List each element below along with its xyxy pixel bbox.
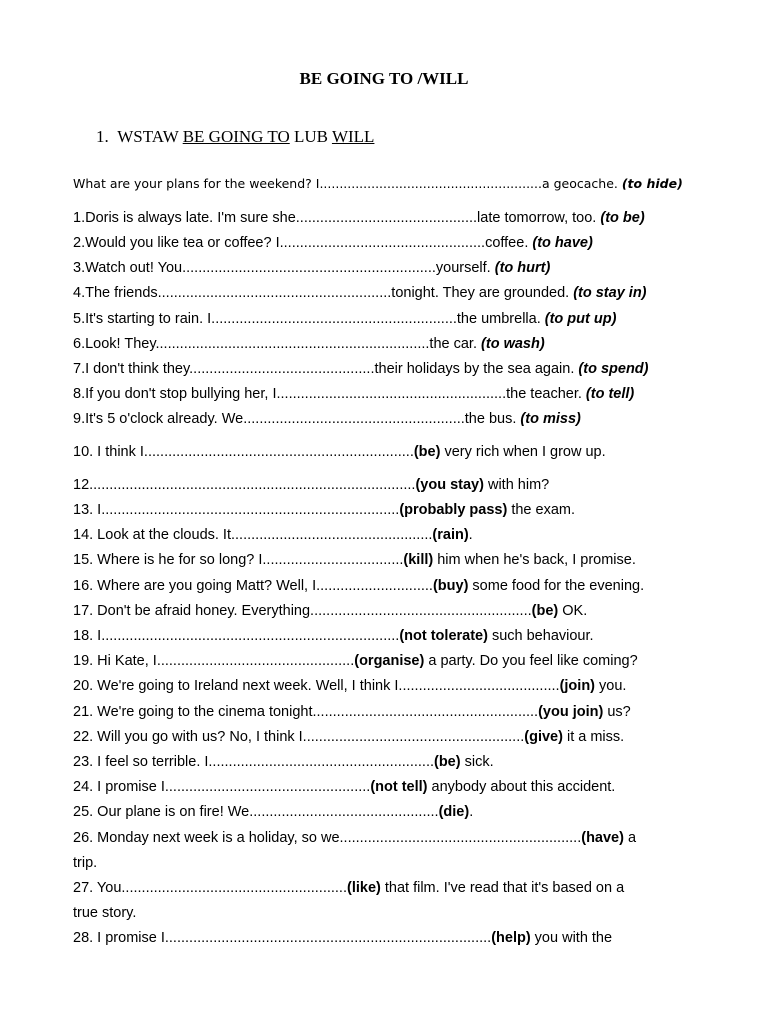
exercise-text: 21. We're going to the cinema tonight........................................................ xyxy=(73,704,539,720)
exercise-text-end: with him? xyxy=(483,477,550,493)
exercise-text-end: very rich when I grow up. xyxy=(440,444,606,460)
exercise-24 xyxy=(73,779,615,795)
verb-hint: (to wash) xyxy=(481,336,545,352)
exercise-4 xyxy=(73,285,647,301)
exercise-text: 16. Where are you going Matt? Well, I............................. xyxy=(73,578,433,594)
exercise-21 xyxy=(73,704,631,720)
exercise-13 xyxy=(73,502,575,518)
verb-hint: (like) xyxy=(347,880,381,896)
option-be-going-to: BE GOING TO xyxy=(182,127,290,146)
exercise-text: 19. Hi Kate, I................................................. xyxy=(73,653,355,669)
exercise-8 xyxy=(73,386,634,402)
exercise-27-continued: true story. xyxy=(73,905,137,921)
exercise-22 xyxy=(73,729,624,745)
worksheet-title: BE GOING TO /WILL xyxy=(299,69,469,88)
verb-hint: (be) xyxy=(413,444,441,460)
exercise-27 xyxy=(73,880,624,896)
exercise-text: 14. Look at the clouds. It.................................................. xyxy=(73,527,433,543)
verb-hint: (to have) xyxy=(532,235,593,251)
exercise-26-continued: trip. xyxy=(73,855,98,871)
exercise-20 xyxy=(73,678,626,694)
verb-hint: (to be) xyxy=(600,210,645,226)
verb-hint: (to hurt) xyxy=(494,260,551,276)
exercise-text: 15. Where is he for so long? I................................... xyxy=(73,552,404,568)
exercise-10 xyxy=(73,444,606,460)
verb-hint: (you stay) xyxy=(415,477,484,493)
exercise-3 xyxy=(73,260,550,276)
exercise-text: 3.Watch out! You...............................................................yourself. xyxy=(73,260,491,276)
verb-hint: (die) xyxy=(438,804,470,820)
exercise-text: 12................................................................................. xyxy=(73,477,416,493)
exercise-text: 13. I.......................................................................... xyxy=(73,502,400,518)
verb-hint: (join) xyxy=(559,678,596,694)
exercise-23 xyxy=(73,754,494,770)
exercise-text: 5.It's starting to rain. I.............................................................the umbrella. xyxy=(73,311,541,327)
exercise-text-end: such behaviour. xyxy=(487,628,594,644)
exercise-16 xyxy=(73,578,644,594)
example-text: What are your plans for the weekend? I........................................................a geocache. xyxy=(73,176,618,191)
exercise-text-end: a xyxy=(623,830,637,846)
verb-hint: (to put up) xyxy=(544,311,617,327)
exercise-28 xyxy=(73,930,612,946)
exercise-text: 23. I feel so terrible. I........................................................ xyxy=(73,754,434,770)
task-heading xyxy=(96,127,374,147)
exercise-text-end: it a miss. xyxy=(562,729,625,745)
exercise-text-end: us? xyxy=(603,704,631,720)
exercise-6 xyxy=(73,336,545,352)
exercise-9 xyxy=(73,411,581,427)
exercise-text-end: . xyxy=(468,527,473,543)
exercise-text: 1.Doris is always late. I'm sure she.............................................late tomorrow, too. xyxy=(73,210,597,226)
exercise-text-end: you with the xyxy=(530,930,613,946)
exercise-text: 27. You........................................................ xyxy=(73,880,347,896)
exercise-text: 20. We're going to Ireland next week. Well, I think I........................................ xyxy=(73,678,560,694)
exercise-text: 22. Will you go with us? No, I think I....................................................... xyxy=(73,729,525,745)
exercise-5 xyxy=(73,311,616,327)
verb-hint: (be) xyxy=(531,603,559,619)
exercise-25 xyxy=(73,804,473,820)
exercise-19 xyxy=(73,653,638,669)
exercise-1 xyxy=(73,210,645,226)
example-hint: (to hide) xyxy=(621,176,683,191)
exercise-text: 4.The friends..........................................................tonight. They are grounded. xyxy=(73,285,570,301)
exercise-text-end: a party. Do you feel like coming? xyxy=(424,653,638,669)
exercise-7 xyxy=(73,361,649,377)
verb-hint: (you join) xyxy=(538,704,604,720)
exercise-text-end: sick. xyxy=(460,754,494,770)
exercise-text-end: that film. I've read that it's based on a xyxy=(380,880,625,896)
verb-hint: (to miss) xyxy=(520,411,581,427)
exercise-15 xyxy=(73,552,636,568)
exercise-17 xyxy=(73,603,587,619)
verb-hint: (to stay in) xyxy=(573,285,647,301)
verb-hint: (be) xyxy=(434,754,461,770)
verb-hint: (probably pass) xyxy=(399,502,508,518)
verb-hint: (help) xyxy=(491,930,531,946)
exercise-text: 6.Look! They....................................................................the car. xyxy=(73,336,477,352)
verb-hint: (give) xyxy=(524,729,563,745)
option-will: WILL xyxy=(331,127,375,146)
example-sentence xyxy=(73,176,683,191)
exercise-text: 24. I promise I................................................... xyxy=(73,779,371,795)
task-instruction: WSTAW xyxy=(117,127,179,146)
exercise-18 xyxy=(73,628,594,644)
exercise-text-end: OK. xyxy=(558,603,588,619)
exercise-text: 8.If you don't stop bullying her, I.........................................................the teacher. xyxy=(73,386,582,402)
exercise-12 xyxy=(73,477,549,493)
verb-hint: (not tell) xyxy=(370,779,428,795)
exercise-text-end: you. xyxy=(595,678,627,694)
exercise-text: 28. I promise I................................................................................. xyxy=(73,930,492,946)
verb-hint: (not tolerate) xyxy=(399,628,488,644)
verb-hint: (buy) xyxy=(432,578,469,594)
exercise-text: 10. I think I................................................................... xyxy=(73,444,414,460)
exercise-text: 18. I.......................................................................... xyxy=(73,628,400,644)
exercise-26 xyxy=(73,830,636,846)
task-connector: LUB xyxy=(293,127,328,146)
exercise-2 xyxy=(73,235,593,251)
exercise-text-end: some food for the evening. xyxy=(468,578,645,594)
exercise-text: 26. Monday next week is a holiday, so we............................................................ xyxy=(73,830,582,846)
exercise-text-end: the exam. xyxy=(507,502,575,518)
exercise-text-end: . xyxy=(469,804,474,820)
exercise-text: 9.It's 5 o'clock already. We.......................................................the bus. xyxy=(73,411,517,427)
verb-hint: (rain) xyxy=(432,527,469,543)
exercise-text-end: anybody about this accident. xyxy=(427,779,616,795)
exercise-text: 7.I don't think they..............................................their holidays by the sea again. xyxy=(73,361,575,377)
exercise-text-end: him when he's back, I promise. xyxy=(433,552,636,568)
verb-hint: (to spend) xyxy=(578,361,649,377)
verb-hint: (kill) xyxy=(403,552,434,568)
exercise-14 xyxy=(73,527,473,543)
exercise-text: 2.Would you like tea or coffee? I...................................................coffee. xyxy=(73,235,529,251)
exercise-text: 25. Our plane is on fire! We............................................... xyxy=(73,804,439,820)
verb-hint: (organise) xyxy=(354,653,425,669)
exercise-text: 17. Don't be afraid honey. Everything....................................................... xyxy=(73,603,532,619)
verb-hint: (to tell) xyxy=(585,386,635,402)
verb-hint: (have) xyxy=(581,830,624,846)
task-number: 1. xyxy=(96,127,109,146)
